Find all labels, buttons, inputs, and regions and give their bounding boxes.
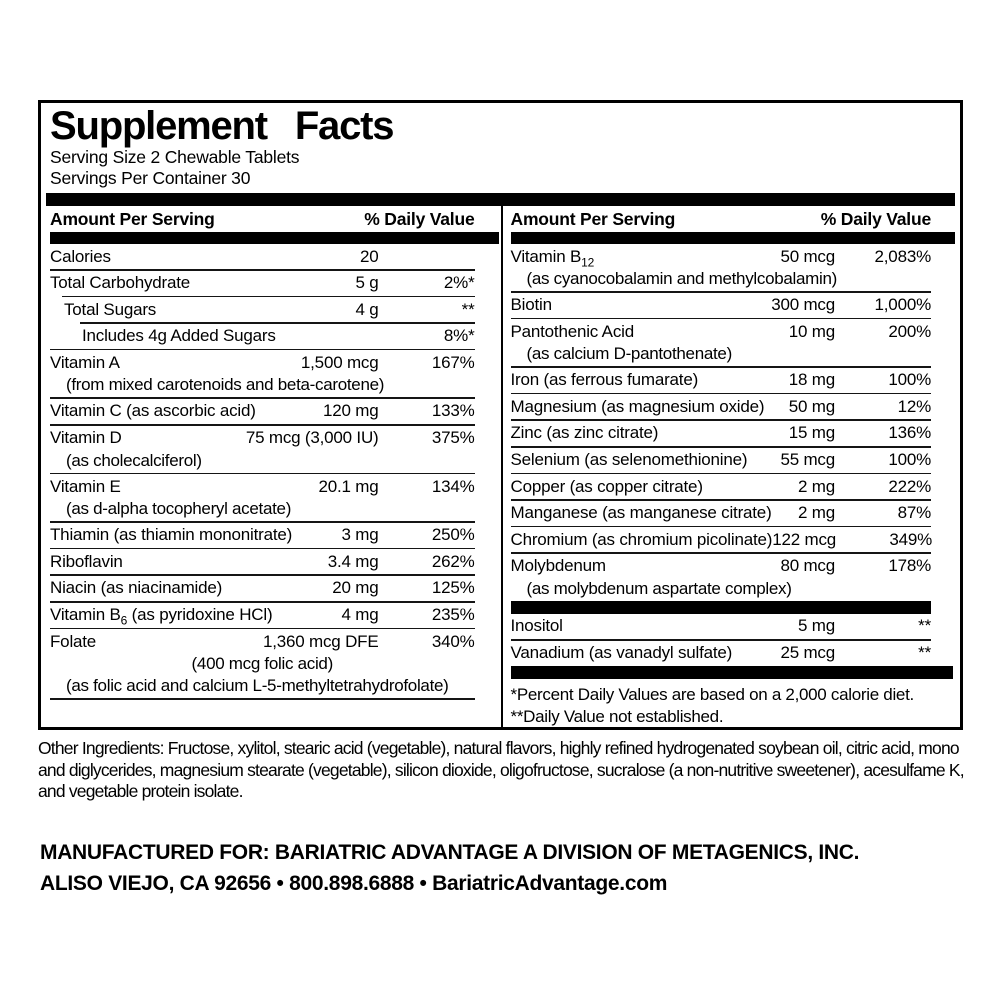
nutrient-name: Niacin (as niacinamide) — [50, 578, 223, 598]
nutrient-row — [50, 350, 475, 397]
nutrient-row — [50, 629, 475, 698]
thick-divider-bar — [46, 193, 955, 206]
nutrient-row — [50, 426, 475, 473]
nutrient-amount: 120 mg — [322, 401, 379, 421]
nutrient-name: Vitamin A — [50, 352, 120, 372]
nutrient-source-note: (as folic acid and calcium L-5-methyltetrahydrofolate) — [66, 676, 449, 696]
nutrient-name: Selenium (as selenomethionine) — [510, 450, 748, 470]
nutrient-name: Vitamin C (as ascorbic acid) — [50, 401, 256, 421]
nutrient-name: Vitamin $B_6$ (as pyridoxine HCl) — [50, 605, 273, 628]
nutrient-row — [50, 549, 475, 574]
nutrient-daily-value: 2,083% — [874, 246, 931, 266]
nutrient-daily-value: 2%* — [443, 273, 475, 293]
nutrient-row — [511, 448, 932, 473]
nutrient-row — [511, 293, 932, 318]
nutrient-daily-value: 349% — [889, 529, 933, 549]
nutrient-amount: 20 — [359, 246, 379, 266]
nutrient-name: Inositol — [510, 616, 563, 636]
nutrient-amount: 20 mg — [332, 578, 379, 598]
nutrient-name: Vitamin $B_{12}$ — [510, 246, 595, 269]
nutrient-amount: 1,500 mcg — [300, 352, 379, 372]
nutrient-daily-value: 340% — [431, 631, 475, 651]
panel-header — [46, 103, 955, 193]
nutrient-amount: 15 mg — [788, 423, 835, 443]
nutrient-amount: 18 mg — [788, 370, 835, 390]
nutrient-source-note: (400 mcg folic acid) — [191, 654, 333, 674]
nutrient-amount: 50 mcg — [780, 246, 835, 266]
nutrient-row — [50, 399, 475, 424]
nutrient-name: Copper (as copper citrate) — [510, 476, 703, 496]
nutrient-name: Vitamin E — [50, 476, 121, 496]
nutrient-name: Riboflavin — [50, 551, 123, 571]
footnote-divider-bar — [511, 666, 954, 679]
nutrient-amount: 300 mcg — [771, 295, 835, 315]
nutrient-row — [511, 527, 932, 552]
nutrient-source-note: (as calcium D-pantothenate) — [526, 344, 732, 364]
nutrient-daily-value: 178% — [888, 556, 931, 576]
footnote-not-established: **Daily Value not established. — [510, 706, 724, 726]
left-rows — [50, 244, 499, 698]
nutrient-amount: 122 mcg — [772, 529, 837, 549]
nutrient-daily-value: 125% — [431, 578, 475, 598]
left-column — [46, 206, 501, 727]
right-column-header — [511, 206, 956, 232]
nutrient-row — [50, 244, 475, 269]
nutrient-daily-value: ** — [461, 299, 475, 319]
nutrient-amount: 20.1 mg — [318, 476, 379, 496]
nutrient-daily-value: 250% — [431, 525, 475, 545]
nutrient-row — [511, 501, 932, 526]
nutrient-row — [511, 394, 932, 419]
nutrient-name: Pantothenic Acid — [510, 321, 634, 341]
nutrient-name: Includes 4g Added Sugars — [82, 326, 276, 346]
nutrient-source-note: (as cyanocobalamin and methylcobalamin) — [526, 269, 838, 288]
nutrient-row — [511, 319, 932, 366]
nutrient-name: Chromium (as chromium picolinate) — [510, 529, 773, 549]
header-underbar — [511, 232, 956, 244]
nutrient-amount: 55 mcg — [780, 450, 835, 470]
left-column-empty-space — [50, 700, 499, 727]
nutrient-daily-value: 200% — [888, 321, 931, 341]
nutrient-daily-value: 134% — [431, 476, 475, 496]
nutrient-source-note: (as molybdenum aspartate complex) — [526, 578, 792, 598]
nutrient-name: Molybdenum — [510, 556, 606, 576]
footnote-daily-values: *Percent Daily Values are based on a 2,000 calorie diet. — [510, 684, 914, 704]
nutrient-row — [50, 576, 475, 601]
nutrient-amount: 3.4 mg — [327, 551, 379, 571]
nutrient-name: Thiamin (as thiamin mononitrate) — [50, 525, 293, 545]
nutrient-amount: 5 mg — [798, 616, 835, 636]
daily-value-label: % Daily Value — [820, 209, 931, 229]
supplement-facts-title: Supplement Facts — [50, 104, 394, 148]
nutrient-name: Vanadium (as vanadyl sulfate) — [510, 643, 733, 663]
section-divider-bar — [511, 601, 932, 614]
nutrient-amount: 75 mcg (3,000 IU) — [245, 428, 379, 448]
nutrient-amount: 10 mg — [788, 321, 835, 341]
nutrient-row — [50, 474, 475, 521]
nutrient-amount: 4 mg — [341, 605, 379, 625]
footnotes — [511, 679, 956, 728]
nutrient-name: Biotin — [510, 295, 552, 315]
nutrient-name: Vitamin D — [50, 428, 122, 448]
nutrient-row — [50, 603, 475, 628]
nutrient-amount: 1,360 mcg DFE — [262, 631, 379, 651]
left-column-header — [50, 206, 499, 232]
nutrient-daily-value: 87% — [897, 503, 931, 523]
amount-per-serving-label: Amount Per Serving — [50, 209, 215, 229]
nutrient-daily-value: 100% — [888, 370, 931, 390]
nutrient-daily-value: 12% — [897, 396, 931, 416]
nutrient-name: Manganese (as manganese citrate) — [510, 503, 772, 523]
nutrient-row — [511, 244, 932, 291]
nutrient-row — [511, 614, 932, 639]
nutrient-daily-value: 100% — [888, 450, 931, 470]
serving-size: Serving Size 2 Chewable Tablets — [50, 147, 300, 167]
nutrient-daily-value: 167% — [431, 352, 475, 372]
nutrient-amount: 4 g — [355, 299, 379, 319]
nutrient-row — [511, 641, 932, 666]
nutrient-amount: 25 mcg — [780, 643, 835, 663]
nutrient-name: Total Sugars — [64, 299, 157, 319]
nutrient-row — [50, 297, 475, 322]
address-contact-line: ALISO VIEJO, CA 92656 • 800.898.6888 • BariatricAdvantage.com — [40, 871, 668, 895]
nutrient-row — [50, 324, 475, 349]
amount-per-serving-label: Amount Per Serving — [510, 209, 676, 229]
nutrient-daily-value: 235% — [431, 605, 475, 625]
right-rows — [511, 244, 956, 666]
nutrient-amount: 80 mcg — [780, 556, 835, 576]
servings-per-container: Servings Per Container 30 — [50, 168, 251, 188]
header-underbar — [50, 232, 499, 244]
nutrient-amount: 3 mg — [341, 525, 379, 545]
nutrient-source-note: (as cholecalciferol) — [66, 450, 202, 470]
nutrient-daily-value: 1,000% — [874, 295, 931, 315]
nutrient-daily-value: ** — [918, 643, 931, 663]
nutrient-name: Magnesium (as magnesium oxide) — [510, 396, 765, 416]
nutrient-row — [511, 554, 932, 601]
nutrient-columns — [46, 206, 955, 727]
nutrient-name: Calories — [50, 246, 111, 266]
supplement-facts-panel — [38, 100, 963, 730]
nutrient-daily-value: 133% — [431, 401, 475, 421]
nutrient-row — [511, 368, 932, 393]
nutrient-name: Iron (as ferrous fumarate) — [510, 370, 699, 390]
nutrient-daily-value: 8%* — [443, 326, 475, 346]
nutrient-source-note: (from mixed carotenoids and beta-carotene) — [66, 375, 385, 395]
nutrient-name: Total Carbohydrate — [50, 273, 191, 293]
nutrient-daily-value: 375% — [431, 428, 475, 448]
nutrient-daily-value: 136% — [888, 423, 931, 443]
nutrient-amount: 2 mg — [798, 503, 835, 523]
nutrient-daily-value: ** — [918, 616, 931, 636]
nutrient-amount: 5 g — [355, 273, 379, 293]
nutrient-source-note: (as d-alpha tocopheryl acetate) — [66, 499, 292, 519]
nutrient-row — [511, 421, 932, 446]
manufacturer-info — [40, 838, 970, 899]
nutrient-name: Folate — [50, 631, 97, 651]
nutrient-row — [50, 271, 475, 296]
daily-value-label: % Daily Value — [364, 209, 475, 229]
nutrient-daily-value: 262% — [431, 551, 475, 571]
nutrient-amount: 2 mg — [798, 476, 835, 496]
right-column — [501, 206, 956, 727]
other-ingredients: Other Ingredients: Fructose, xylitol, stearic acid (vegetable), natural flavors, highly refined hydrogenated soybean oil, citric acid, mono and diglycerides, magnesium stearate (vegetable), silicon dioxide, oligofructose, sucralose (a non-nutritive sweetener), acesulfame K, and vegetable protein isolate. — [38, 738, 964, 801]
nutrient-daily-value: 222% — [888, 476, 931, 496]
nutrient-amount: 50 mg — [788, 396, 835, 416]
nutrient-row — [50, 523, 475, 548]
nutrient-name: Zinc (as zinc citrate) — [510, 423, 659, 443]
manufactured-for-line: MANUFACTURED FOR: BARIATRIC ADVANTAGE A DIVISION OF METAGENICS, INC. — [40, 841, 860, 864]
nutrient-row — [511, 474, 932, 499]
